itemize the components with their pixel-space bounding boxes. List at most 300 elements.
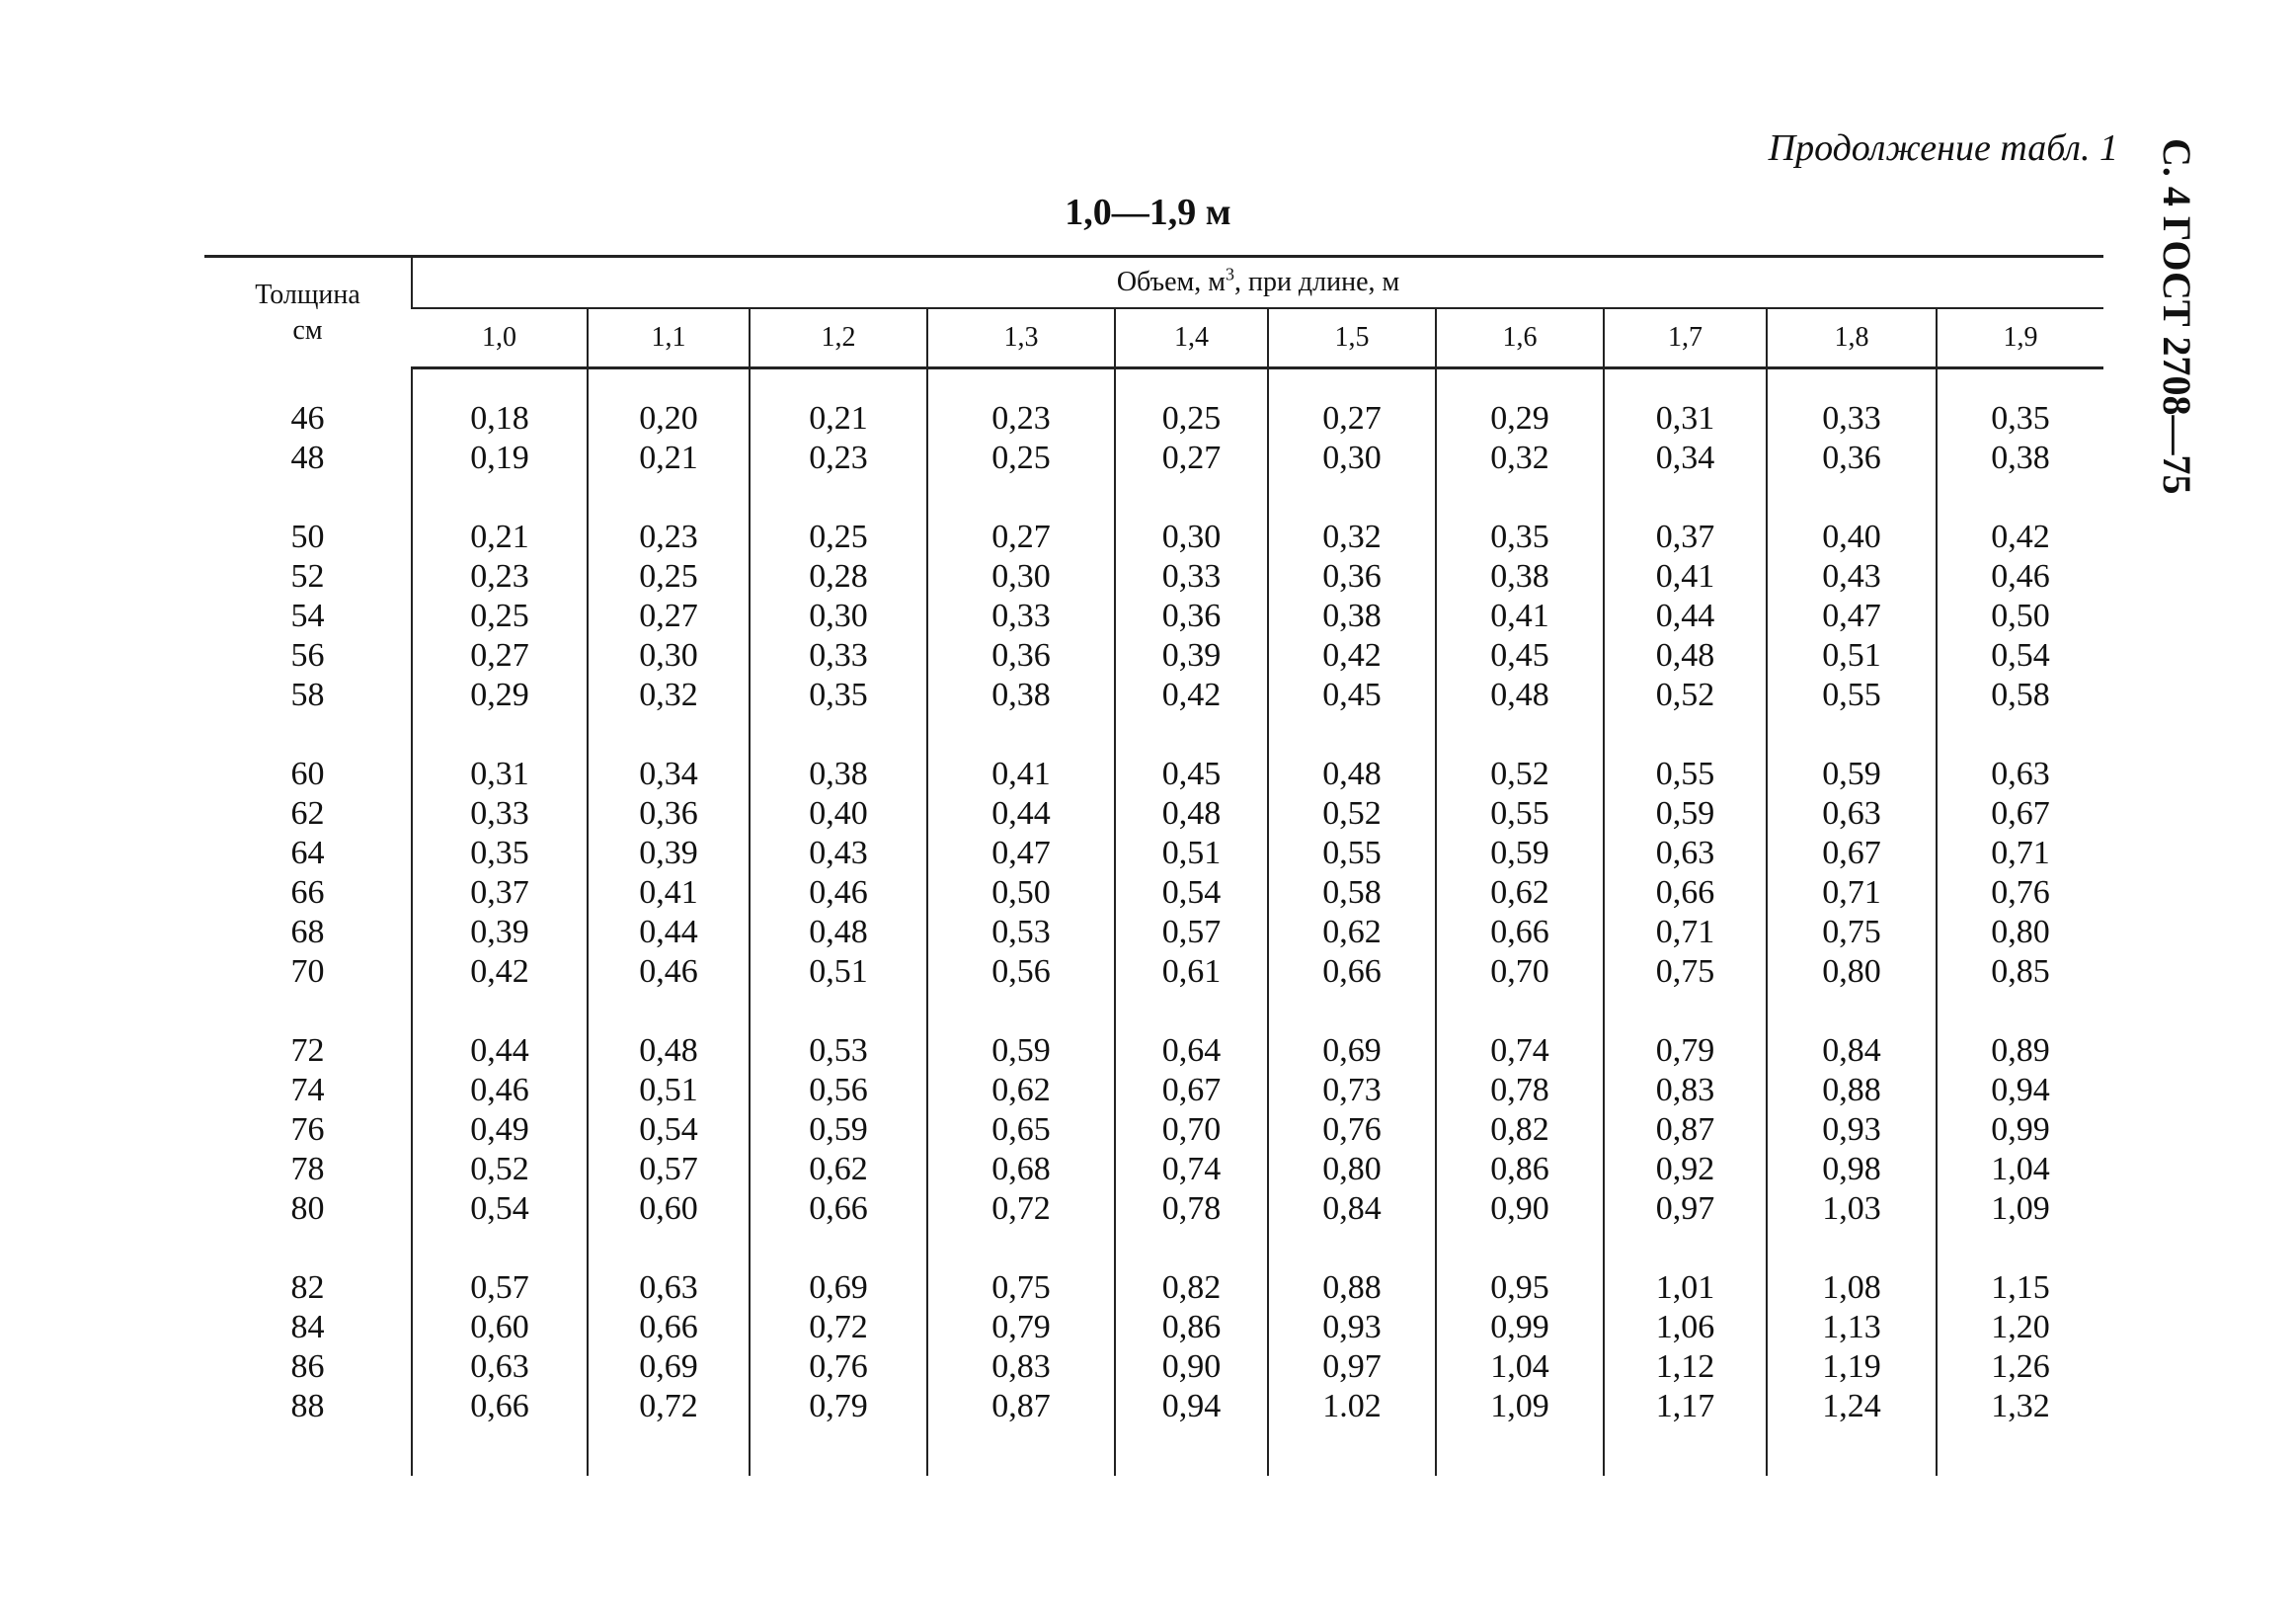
volume-cell: 0,19 [412, 439, 588, 478]
spacer-cell [927, 992, 1115, 1031]
volume-cell: 0,55 [1268, 834, 1436, 873]
volume-cell: 0,64 [1115, 1031, 1268, 1071]
table-row [204, 439, 2103, 478]
volume-cell: 0,44 [1604, 597, 1767, 636]
volume-cell: 0,39 [412, 913, 588, 952]
table-row [204, 1071, 2103, 1110]
volume-cell: 0,54 [1937, 636, 2103, 676]
volume-cell: 0,21 [412, 518, 588, 557]
spacer-cell [1115, 715, 1268, 755]
volume-cell: 0,61 [1115, 952, 1268, 992]
spacer-cell [750, 715, 927, 755]
thickness-cell: 72 [290, 1032, 325, 1069]
spacer-cell [1436, 368, 1604, 400]
volume-cell: 1,19 [1767, 1347, 1937, 1387]
spacer-cell [750, 368, 927, 400]
spacer-cell [750, 1426, 927, 1476]
volume-cell: 0,42 [1115, 676, 1268, 715]
volume-cell: 0,55 [1436, 794, 1604, 834]
volume-cell: 0,94 [1937, 1071, 2103, 1110]
spacer-cell [412, 1426, 588, 1476]
thickness-cell: 62 [290, 795, 325, 832]
volume-cell: 0,67 [1115, 1071, 1268, 1110]
volume-cell: 0,30 [588, 636, 750, 676]
volume-cell: 0,76 [1268, 1110, 1436, 1150]
volume-cell: 0,80 [1937, 913, 2103, 952]
volume-cell: 0,35 [1937, 399, 2103, 439]
volume-cell: 0,35 [1436, 518, 1604, 557]
table-row [204, 873, 2103, 913]
spacer-cell [204, 1229, 412, 1268]
spacer-cell [750, 478, 927, 518]
volume-cell: 0,23 [588, 518, 750, 557]
volume-cell: 0,53 [927, 913, 1115, 952]
volume-cell: 0,29 [1436, 399, 1604, 439]
volume-cell: 0,27 [927, 518, 1115, 557]
spacer-cell [588, 368, 750, 400]
volume-cell: 0,45 [1268, 676, 1436, 715]
volume-cell: 0,70 [1436, 952, 1604, 992]
spacer-cell [1937, 992, 2103, 1031]
spacer-cell [1604, 1229, 1767, 1268]
volume-cell: 0,55 [1767, 676, 1937, 715]
table-row [204, 1110, 2103, 1150]
volume-cell: 0,51 [750, 952, 927, 992]
spacer-cell [927, 478, 1115, 518]
volume-cell: 0,30 [927, 557, 1115, 597]
volume-cell: 0,47 [927, 834, 1115, 873]
volume-cell: 0,32 [1268, 518, 1436, 557]
volume-cell: 1,09 [1937, 1189, 2103, 1229]
volume-cell: 0,27 [1115, 439, 1268, 478]
thickness-cell: 84 [290, 1309, 325, 1345]
volume-cell: 0,71 [1604, 913, 1767, 952]
volume-cell: 0,62 [1268, 913, 1436, 952]
volume-cell: 0,41 [1604, 557, 1767, 597]
thickness-cell: 54 [290, 598, 325, 634]
volume-cell: 1,04 [1436, 1347, 1604, 1387]
spacer-cell [1767, 478, 1937, 518]
volume-cell: 0,76 [1937, 873, 2103, 913]
thickness-cell: 58 [290, 677, 325, 713]
volume-cell: 0,67 [1767, 834, 1937, 873]
length-header: 1,2 [750, 308, 927, 368]
spacer-cell [1604, 478, 1767, 518]
spacer-cell [1115, 992, 1268, 1031]
spacer-cell [1937, 1426, 2103, 1476]
volume-cell: 0,79 [750, 1387, 927, 1426]
volume-cell: 0,82 [1115, 1268, 1268, 1308]
volume-cell: 0,36 [1115, 597, 1268, 636]
thickness-cell: 74 [290, 1072, 325, 1108]
volume-cell: 0,50 [927, 873, 1115, 913]
thickness-cell: 86 [290, 1348, 325, 1385]
thickness-label: Толщина [255, 279, 360, 310]
thickness-header [204, 257, 412, 368]
volume-cell: 0,38 [1436, 557, 1604, 597]
spacer-cell [1436, 715, 1604, 755]
volume-cell: 0,56 [750, 1071, 927, 1110]
spacer-cell [1115, 368, 1268, 400]
volume-cell: 1,08 [1767, 1268, 1937, 1308]
spacer-cell [750, 1229, 927, 1268]
table-row [204, 755, 2103, 794]
spacer-cell [412, 368, 588, 400]
volume-cell: 0,65 [927, 1110, 1115, 1150]
volume-cell: 0,38 [1937, 439, 2103, 478]
table-row [204, 1031, 2103, 1071]
volume-cell: 0,88 [1767, 1071, 1937, 1110]
volume-cell: 0,66 [1268, 952, 1436, 992]
volume-cell: 0,75 [1604, 952, 1767, 992]
table-row [204, 597, 2103, 636]
volume-cell: 0,35 [412, 834, 588, 873]
spacer-cell [588, 478, 750, 518]
thickness-cell: 52 [290, 558, 325, 595]
volume-cell: 0,51 [1115, 834, 1268, 873]
spacer-cell [1436, 1426, 1604, 1476]
volume-table [204, 255, 2103, 1476]
thickness-cell: 56 [290, 637, 325, 674]
table-row [204, 518, 2103, 557]
volume-label-sup: 3 [1225, 264, 1234, 284]
table-row [204, 1308, 2103, 1347]
spacer-row [204, 368, 2103, 400]
volume-cell: 0,58 [1937, 676, 2103, 715]
volume-label-rest: , при длине, м [1233, 267, 1400, 297]
volume-cell: 0,62 [1436, 873, 1604, 913]
table-row [204, 952, 2103, 992]
volume-cell: 0,76 [750, 1347, 927, 1387]
spacer-cell [1604, 368, 1767, 400]
volume-cell: 0,60 [412, 1308, 588, 1347]
volume-cell: 0,59 [1767, 755, 1937, 794]
spacer-cell [588, 1229, 750, 1268]
volume-cell: 0,97 [1604, 1189, 1767, 1229]
table-row [204, 1387, 2103, 1426]
volume-cell: 1,01 [1604, 1268, 1767, 1308]
table-row [204, 794, 2103, 834]
spacer-row [204, 715, 2103, 755]
spacer-cell [412, 1229, 588, 1268]
volume-cell: 0,38 [1268, 597, 1436, 636]
volume-cell: 0,72 [588, 1387, 750, 1426]
volume-cell: 0,33 [927, 597, 1115, 636]
volume-cell: 0,67 [1937, 794, 2103, 834]
table-row [204, 1347, 2103, 1387]
volume-cell: 0,45 [1436, 636, 1604, 676]
volume-cell: 0,50 [1937, 597, 2103, 636]
volume-cell: 0,62 [750, 1150, 927, 1189]
volume-cell: 0,48 [1115, 794, 1268, 834]
volume-cell: 0,40 [1767, 518, 1937, 557]
spacer-cell [1268, 1426, 1436, 1476]
volume-cell: 0,57 [412, 1268, 588, 1308]
volume-cell: 0,90 [1115, 1347, 1268, 1387]
thickness-cell: 78 [290, 1151, 325, 1187]
volume-cell: 0,45 [1115, 755, 1268, 794]
thickness-cell: 50 [290, 519, 325, 555]
volume-header [412, 257, 2103, 309]
length-range-title: 1,0—1,9 м [1065, 192, 1231, 233]
volume-cell: 0,72 [927, 1189, 1115, 1229]
volume-cell: 0,38 [927, 676, 1115, 715]
volume-cell: 0,48 [750, 913, 927, 952]
table-row [204, 1189, 2103, 1229]
volume-cell: 0,66 [1604, 873, 1767, 913]
spacer-cell [1268, 992, 1436, 1031]
spacer-cell [204, 368, 412, 400]
volume-cell: 0,63 [412, 1347, 588, 1387]
volume-cell: 0,86 [1115, 1308, 1268, 1347]
volume-cell: 0,48 [1604, 636, 1767, 676]
volume-cell: 0,94 [1115, 1387, 1268, 1426]
volume-cell: 0,49 [412, 1110, 588, 1150]
volume-cell: 0,42 [1268, 636, 1436, 676]
spacer-cell [1115, 1229, 1268, 1268]
spacer-cell [1115, 1426, 1268, 1476]
volume-cell: 0,55 [1604, 755, 1767, 794]
volume-cell: 0,34 [1604, 439, 1767, 478]
volume-cell: 0,73 [1268, 1071, 1436, 1110]
thickness-cell: 88 [290, 1388, 325, 1424]
volume-cell: 1,15 [1937, 1268, 2103, 1308]
volume-cell: 0,78 [1115, 1189, 1268, 1229]
length-header: 1,8 [1767, 308, 1937, 368]
volume-cell: 0,63 [588, 1268, 750, 1308]
spacer-row [204, 992, 2103, 1031]
volume-cell: 0,25 [927, 439, 1115, 478]
table-body [204, 368, 2103, 1477]
volume-cell: 0,52 [1436, 755, 1604, 794]
volume-cell: 1.02 [1268, 1387, 1436, 1426]
thickness-cell: 60 [290, 756, 325, 792]
volume-cell: 0,71 [1767, 873, 1937, 913]
spacer-cell [588, 1426, 750, 1476]
volume-label: Объем, м [1116, 267, 1226, 297]
volume-cell: 0,23 [927, 399, 1115, 439]
volume-cell: 0,46 [750, 873, 927, 913]
table-row [204, 676, 2103, 715]
volume-cell: 0,33 [750, 636, 927, 676]
volume-cell: 0,32 [1436, 439, 1604, 478]
spacer-cell [1767, 1426, 1937, 1476]
table-row [204, 1268, 2103, 1308]
volume-cell: 0,25 [750, 518, 927, 557]
volume-cell: 0,47 [1767, 597, 1937, 636]
spacer-cell [1268, 478, 1436, 518]
length-header: 1,6 [1436, 308, 1604, 368]
volume-cell: 0,36 [1767, 439, 1937, 478]
volume-cell: 0,39 [1115, 636, 1268, 676]
spacer-cell [1436, 478, 1604, 518]
volume-cell: 0,66 [1436, 913, 1604, 952]
volume-cell: 0,38 [750, 755, 927, 794]
thickness-cell: 76 [290, 1111, 325, 1148]
volume-cell: 0,98 [1767, 1150, 1937, 1189]
volume-cell: 0,87 [1604, 1110, 1767, 1150]
volume-cell: 0,54 [1115, 873, 1268, 913]
volume-cell: 0,69 [750, 1268, 927, 1308]
table-row [204, 913, 2103, 952]
volume-cell: 0,48 [588, 1031, 750, 1071]
volume-cell: 0,51 [1767, 636, 1937, 676]
spacer-cell [1767, 368, 1937, 400]
spacer-cell [927, 1229, 1115, 1268]
length-header: 1,7 [1604, 308, 1767, 368]
spacer-cell [1937, 1229, 2103, 1268]
continuation-label: Продолжение табл. 1 [1768, 127, 2118, 169]
volume-cell: 0,46 [588, 952, 750, 992]
length-header: 1,0 [412, 308, 588, 368]
volume-cell: 1,03 [1767, 1189, 1937, 1229]
spacer-cell [1937, 478, 2103, 518]
spacer-cell [1268, 715, 1436, 755]
thickness-cell: 68 [290, 914, 325, 950]
spacer-cell [412, 715, 588, 755]
volume-cell: 0,33 [1767, 399, 1937, 439]
volume-cell: 0,40 [750, 794, 927, 834]
volume-cell: 0,95 [1436, 1268, 1604, 1308]
volume-cell: 0,66 [750, 1189, 927, 1229]
volume-cell: 0,97 [1268, 1347, 1436, 1387]
volume-cell: 0,25 [412, 597, 588, 636]
spacer-cell [204, 992, 412, 1031]
table-row [204, 1150, 2103, 1189]
volume-cell: 0,51 [588, 1071, 750, 1110]
spacer-cell [204, 715, 412, 755]
volume-cell: 0,39 [588, 834, 750, 873]
thickness-cell: 46 [290, 400, 325, 437]
spacer-cell [1268, 368, 1436, 400]
volume-cell: 0,93 [1268, 1308, 1436, 1347]
spacer-cell [204, 478, 412, 518]
volume-cell: 0,37 [412, 873, 588, 913]
spacer-cell [1436, 1229, 1604, 1268]
volume-cell: 0,72 [750, 1308, 927, 1347]
volume-cell: 1,13 [1767, 1308, 1937, 1347]
volume-cell: 0,31 [1604, 399, 1767, 439]
spacer-cell [1767, 715, 1937, 755]
spacer-cell [412, 992, 588, 1031]
volume-cell: 0,79 [927, 1308, 1115, 1347]
volume-cell: 0,75 [927, 1268, 1115, 1308]
spacer-cell [750, 992, 927, 1031]
volume-cell: 0,57 [1115, 913, 1268, 952]
volume-cell: 0,42 [1937, 518, 2103, 557]
spacer-row [204, 478, 2103, 518]
volume-cell: 0,44 [927, 794, 1115, 834]
volume-cell: 0,59 [1436, 834, 1604, 873]
thickness-cell: 66 [290, 874, 325, 911]
volume-cell: 1,04 [1937, 1150, 2103, 1189]
volume-cell: 0,18 [412, 399, 588, 439]
volume-cell: 1,26 [1937, 1347, 2103, 1387]
volume-cell: 0,90 [1436, 1189, 1604, 1229]
table-row [204, 399, 2103, 439]
volume-cell: 1,24 [1767, 1387, 1937, 1426]
volume-table-container [204, 255, 2103, 1476]
volume-cell: 1,20 [1937, 1308, 2103, 1347]
volume-cell: 0,34 [588, 755, 750, 794]
volume-cell: 0,25 [1115, 399, 1268, 439]
volume-cell: 0,86 [1436, 1150, 1604, 1189]
volume-cell: 0,48 [1436, 676, 1604, 715]
volume-cell: 0,32 [588, 676, 750, 715]
volume-cell: 0,41 [1436, 597, 1604, 636]
spacer-cell [1937, 715, 2103, 755]
volume-cell: 0,41 [927, 755, 1115, 794]
volume-cell: 0,66 [588, 1308, 750, 1347]
volume-cell: 0,69 [1268, 1031, 1436, 1071]
volume-cell: 0,33 [412, 794, 588, 834]
volume-cell: 0,52 [412, 1150, 588, 1189]
thickness-unit: см [292, 314, 323, 346]
spacer-cell [204, 1426, 412, 1476]
volume-cell: 0,30 [750, 597, 927, 636]
volume-cell: 0,93 [1767, 1110, 1937, 1150]
volume-cell: 0,85 [1937, 952, 2103, 992]
volume-cell: 0,36 [1268, 557, 1436, 597]
spacer-row [204, 1229, 2103, 1268]
volume-cell: 0,30 [1115, 518, 1268, 557]
length-header: 1,1 [588, 308, 750, 368]
volume-cell: 0,63 [1937, 755, 2103, 794]
spacer-cell [412, 478, 588, 518]
volume-cell: 0,44 [588, 913, 750, 952]
thickness-cell: 82 [290, 1269, 325, 1306]
spacer-cell [1767, 1229, 1937, 1268]
volume-cell: 0,75 [1767, 913, 1937, 952]
length-header: 1,5 [1268, 308, 1436, 368]
length-header: 1,4 [1115, 308, 1268, 368]
table-row [204, 834, 2103, 873]
volume-cell: 0,48 [1268, 755, 1436, 794]
thickness-cell: 70 [290, 953, 325, 990]
volume-cell: 0,33 [1115, 557, 1268, 597]
spacer-cell [588, 992, 750, 1031]
volume-cell: 0,54 [588, 1110, 750, 1150]
volume-cell: 0,42 [412, 952, 588, 992]
volume-cell: 0,69 [588, 1347, 750, 1387]
thickness-cell: 64 [290, 835, 325, 871]
volume-cell: 1,17 [1604, 1387, 1767, 1426]
volume-cell: 0,84 [1268, 1189, 1436, 1229]
header-row-volume [204, 257, 2103, 309]
volume-cell: 0,92 [1604, 1150, 1767, 1189]
volume-cell: 0,60 [588, 1189, 750, 1229]
volume-cell: 0,83 [1604, 1071, 1767, 1110]
spacer-cell [1436, 992, 1604, 1031]
volume-cell: 0,59 [750, 1110, 927, 1150]
standard-designation: С. 4 ГОСТ 2708—75 [2155, 138, 2199, 495]
volume-cell: 0,30 [1268, 439, 1436, 478]
volume-cell: 0,66 [412, 1387, 588, 1426]
volume-cell: 0,80 [1268, 1150, 1436, 1189]
volume-cell: 0,27 [1268, 399, 1436, 439]
volume-cell: 0,99 [1937, 1110, 2103, 1150]
volume-cell: 0,46 [412, 1071, 588, 1110]
volume-cell: 0,37 [1604, 518, 1767, 557]
volume-cell: 0,63 [1767, 794, 1937, 834]
header-row-lengths [204, 308, 2103, 368]
volume-cell: 0,74 [1436, 1031, 1604, 1071]
volume-cell: 0,57 [588, 1150, 750, 1189]
volume-cell: 0,52 [1268, 794, 1436, 834]
volume-cell: 0,46 [1937, 557, 2103, 597]
volume-cell: 0,70 [1115, 1110, 1268, 1150]
volume-cell: 0,58 [1268, 873, 1436, 913]
